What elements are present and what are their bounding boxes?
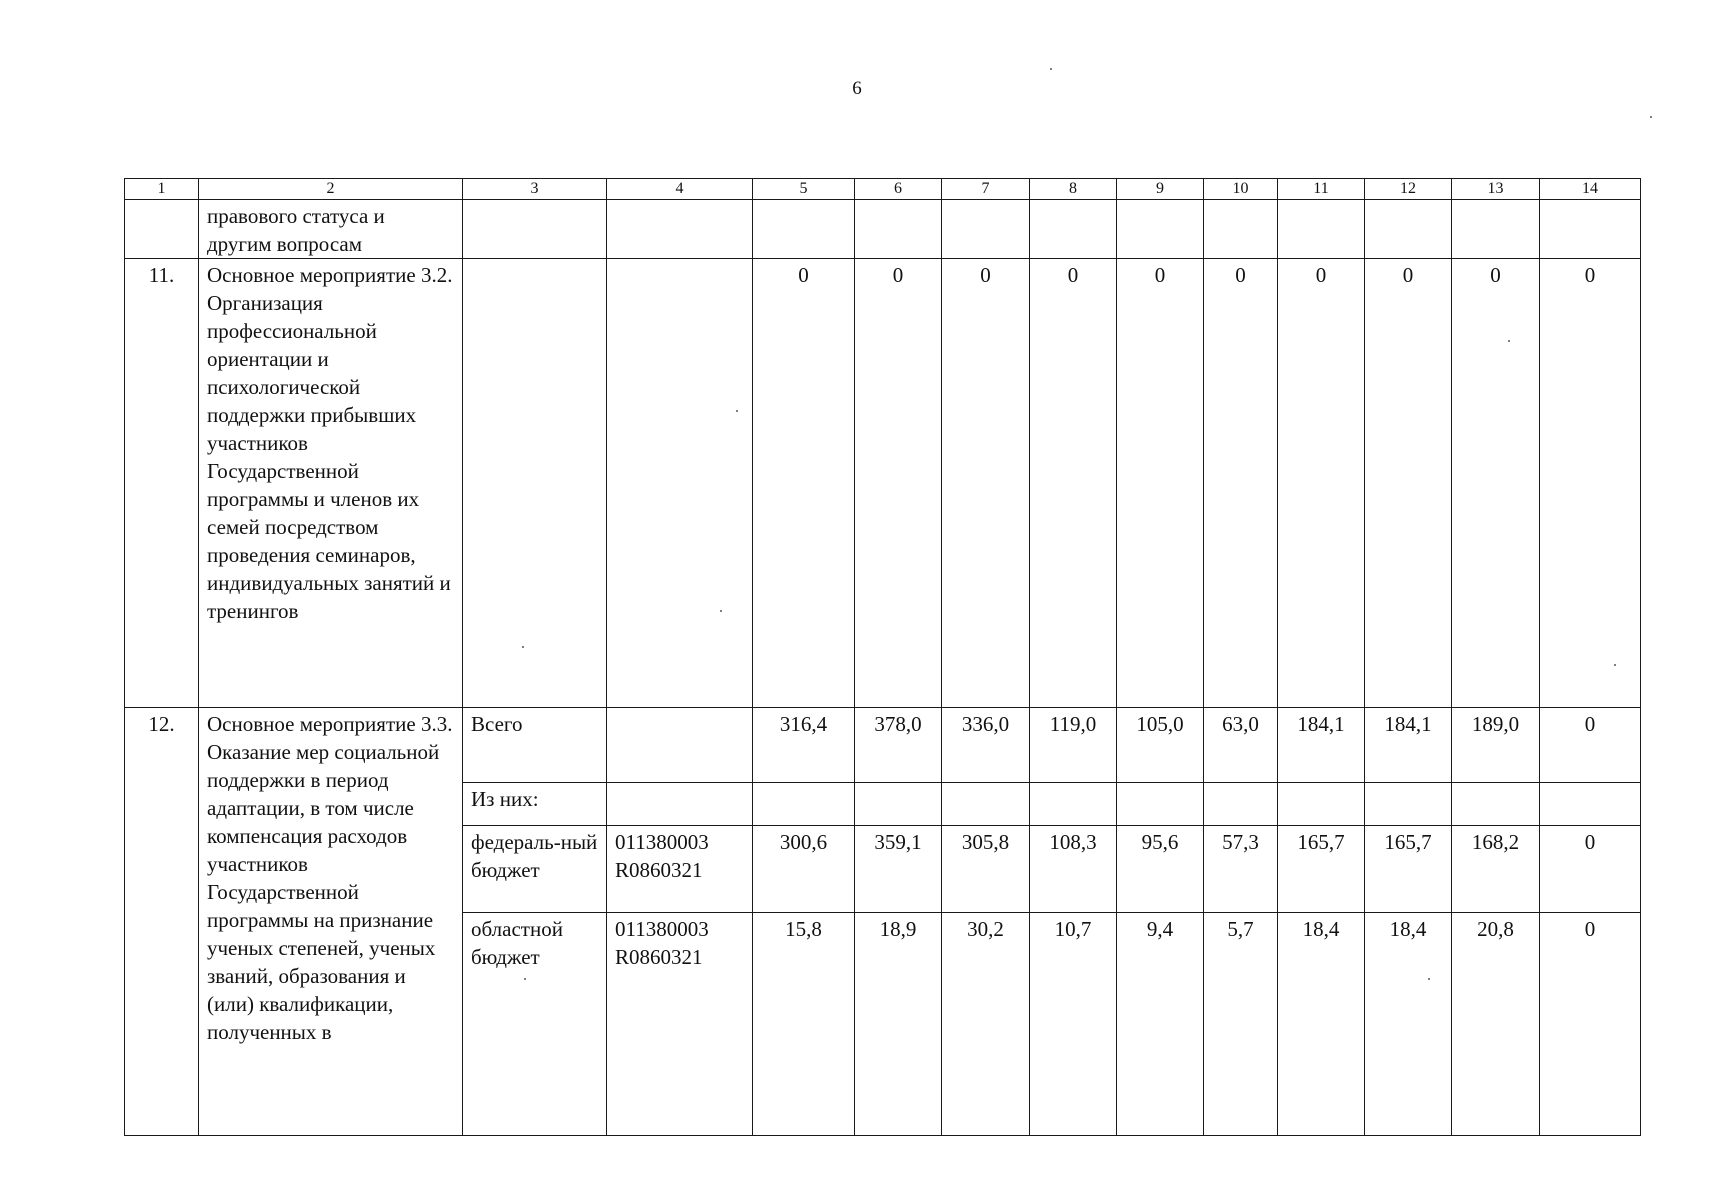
- value-cell: 119,0: [1030, 708, 1117, 783]
- value-cell: 57,3: [1204, 826, 1278, 913]
- value-cell: 184,1: [1365, 708, 1452, 783]
- value-cell: 15,8: [753, 913, 855, 1136]
- value-cell: 189,0: [1452, 708, 1540, 783]
- activity-text: Основное мероприятие 3.3. Оказание мер социальной поддержки в период адаптации, в том числе компенсация расходов участников Государственной программы на признание ученых степеней, ученых званий, образования и (или) квалификации, полученных в: [199, 708, 463, 1136]
- value-cell: 63,0: [1204, 708, 1278, 783]
- funding-source: Всего: [463, 708, 607, 783]
- row-number: 11.: [125, 259, 199, 708]
- value-cell: 0: [1452, 259, 1540, 708]
- value-cell: 0: [1204, 259, 1278, 708]
- funding-source: областной бюджет: [463, 913, 607, 1136]
- header-cell: 10: [1204, 179, 1278, 200]
- activity-text: Основное мероприятие 3.2. Организация профессиональной ориентации и психологической поддержки прибывших участников Государственной программы и членов их семей посредством проведения семинаров, индивидуальных занятий и тренингов: [199, 259, 463, 708]
- scan-speck: [1508, 340, 1510, 342]
- value-cell: 0: [1117, 259, 1204, 708]
- header-cell: 7: [942, 179, 1030, 200]
- header-cell: 11: [1278, 179, 1365, 200]
- value-cell: 0: [855, 259, 942, 708]
- activity-text: правового статуса и другим вопросам: [199, 200, 463, 259]
- table-row-11: [125, 259, 1641, 708]
- value-cell: 0: [1540, 826, 1641, 913]
- value-cell: 316,4: [753, 708, 855, 783]
- header-cell: 12: [1365, 179, 1452, 200]
- value-cell: 0: [1540, 913, 1641, 1136]
- value-cell: 168,2: [1452, 826, 1540, 913]
- header-cell: 2: [199, 179, 463, 200]
- scan-speck: [524, 978, 526, 980]
- value-cell: 0: [1540, 259, 1641, 708]
- header-cell: 3: [463, 179, 607, 200]
- value-cell: 0: [1278, 259, 1365, 708]
- value-cell: 184,1: [1278, 708, 1365, 783]
- scan-speck: [522, 646, 524, 648]
- header-row: [125, 179, 1641, 200]
- budget-code: 011380003 R0860321: [607, 826, 753, 913]
- value-cell: 0: [1030, 259, 1117, 708]
- value-cell: 10,7: [1030, 913, 1117, 1136]
- table-row-12-total: [125, 708, 1641, 783]
- scan-speck: [1428, 978, 1430, 980]
- value-cell: 165,7: [1365, 826, 1452, 913]
- scan-speck: [736, 410, 738, 412]
- value-cell: 9,4: [1117, 913, 1204, 1136]
- value-cell: 18,4: [1365, 913, 1452, 1136]
- value-cell: 5,7: [1204, 913, 1278, 1136]
- value-cell: 305,8: [942, 826, 1030, 913]
- header-cell: 9: [1117, 179, 1204, 200]
- value-cell: 95,6: [1117, 826, 1204, 913]
- value-cell: 20,8: [1452, 913, 1540, 1136]
- value-cell: 0: [942, 259, 1030, 708]
- value-cell: 378,0: [855, 708, 942, 783]
- scan-speck: [1050, 68, 1052, 70]
- header-cell: 14: [1540, 179, 1641, 200]
- header-cell: 4: [607, 179, 753, 200]
- funding-source: Из них:: [463, 783, 607, 826]
- value-cell: 30,2: [942, 913, 1030, 1136]
- value-cell: 108,3: [1030, 826, 1117, 913]
- value-cell: 0: [1540, 708, 1641, 783]
- header-cell: 13: [1452, 179, 1540, 200]
- value-cell: 18,9: [855, 913, 942, 1136]
- header-cell: 6: [855, 179, 942, 200]
- table-row-continuation: [125, 200, 1641, 259]
- scan-speck: [1650, 116, 1652, 118]
- row-number: 12.: [125, 708, 199, 1136]
- header-cell: 1: [125, 179, 199, 200]
- scan-speck: [720, 610, 722, 612]
- budget-table: [124, 178, 1641, 1136]
- value-cell: 18,4: [1278, 913, 1365, 1136]
- scan-speck: [1614, 664, 1616, 666]
- funding-source: федераль-ный бюджет: [463, 826, 607, 913]
- value-cell: 165,7: [1278, 826, 1365, 913]
- page-number: 6: [852, 78, 862, 99]
- value-cell: 0: [1365, 259, 1452, 708]
- budget-code: [607, 708, 753, 783]
- header-cell: 8: [1030, 179, 1117, 200]
- header-cell: 5: [753, 179, 855, 200]
- value-cell: 336,0: [942, 708, 1030, 783]
- budget-code: 011380003 R0860321: [607, 913, 753, 1136]
- value-cell: 300,6: [753, 826, 855, 913]
- value-cell: 359,1: [855, 826, 942, 913]
- value-cell: 105,0: [1117, 708, 1204, 783]
- value-cell: 0: [753, 259, 855, 708]
